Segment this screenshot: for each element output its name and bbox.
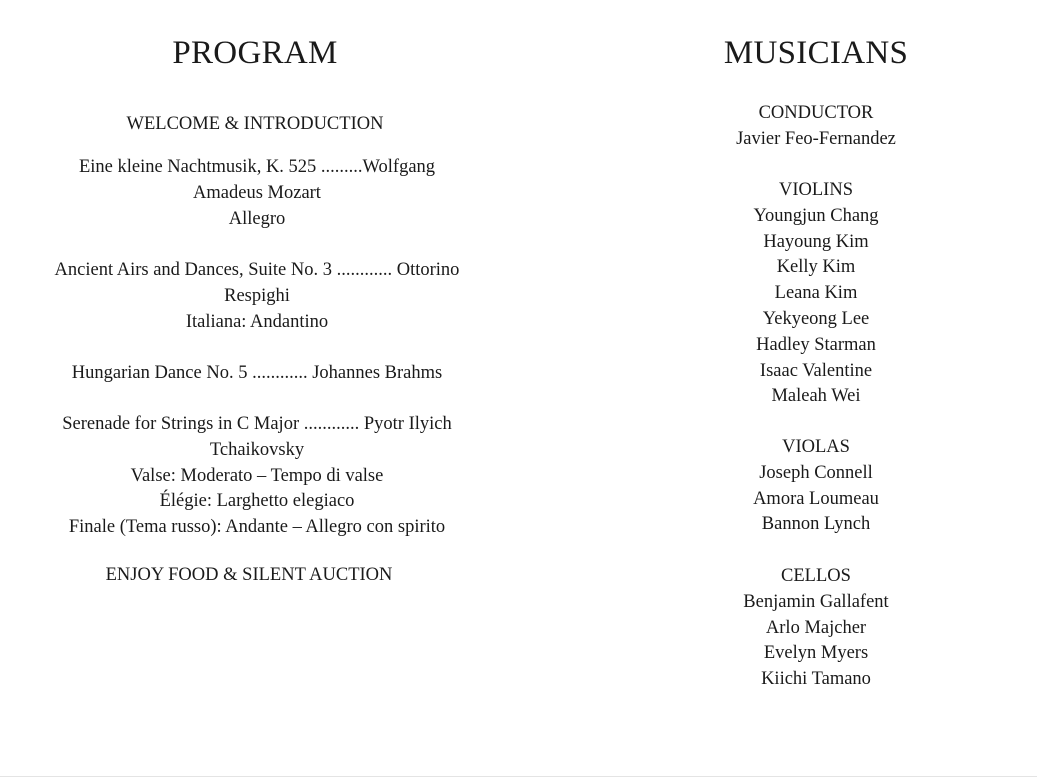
- musicians-title: MUSICIANS: [723, 35, 909, 71]
- program-piece-brahms: [26, 361, 488, 387]
- program-piece-movement: Valse: Moderato – Tempo di valse: [130, 465, 384, 486]
- musician-name: Bannon Lynch: [761, 514, 871, 535]
- program-piece-tchaikovsky: [26, 412, 488, 541]
- musician-name: Isaac Valentine: [759, 360, 873, 381]
- program-title: PROGRAM: [172, 35, 338, 71]
- program-piece-mozart: [26, 155, 488, 232]
- program-piece-line: Eine kleine Nachtmusik, K. 525 .........Wolfgang: [78, 157, 436, 177]
- program-closing: ENJOY FOOD & SILENT AUCTION: [105, 565, 393, 585]
- program-piece-line: Ancient Airs and Dances, Suite No. 3 ............ Ottorino: [54, 260, 460, 280]
- program-piece-line: Serenade for Strings in C Major ............ Pyotr Ilyich: [62, 414, 452, 434]
- musician-name: Arlo Majcher: [765, 617, 867, 638]
- section-violins: [676, 178, 956, 410]
- page-bottom-border: [0, 776, 1037, 777]
- program-piece-line: Respighi: [224, 285, 290, 306]
- musician-name: Evelyn Myers: [763, 643, 869, 664]
- section-heading-cellos: CELLOS: [781, 566, 851, 586]
- section-violas: [676, 435, 956, 538]
- section-heading-violins: VIOLINS: [779, 180, 853, 200]
- musician-name: Kelly Kim: [776, 257, 856, 278]
- program-piece-movement: Finale (Tema russo): Andante – Allegro con spirito: [68, 517, 446, 538]
- musician-name: Maleah Wei: [771, 386, 861, 407]
- musician-name: Kiichi Tamano: [761, 669, 871, 690]
- musician-name: Hadley Starman: [756, 334, 876, 355]
- musician-name: Youngjun Chang: [753, 205, 879, 226]
- program-piece-movement: Allegro: [228, 208, 286, 229]
- section-heading-violas: VIOLAS: [782, 437, 850, 457]
- musician-name: Joseph Connell: [759, 462, 873, 483]
- musician-name: Amora Loumeau: [753, 488, 879, 509]
- section-cellos: [676, 564, 956, 693]
- musician-name: Javier Feo-Fernandez: [736, 128, 896, 149]
- program-piece-line: Tchaikovsky: [209, 439, 305, 460]
- program-piece-movement: Italiana: Andantino: [185, 311, 329, 332]
- program-welcome: WELCOME & INTRODUCTION: [126, 114, 384, 134]
- musician-name: Leana Kim: [774, 283, 858, 304]
- program-welcome-block: [22, 112, 488, 138]
- musician-name: Yekyeong Lee: [762, 308, 870, 329]
- section-conductor: [676, 101, 956, 153]
- program-piece-line: Hungarian Dance No. 5 ............ Johannes Brahms: [71, 363, 443, 383]
- program-piece-respighi: [12, 258, 502, 335]
- musician-name: Hayoung Kim: [763, 231, 869, 252]
- program-piece-line: Amadeus Mozart: [193, 182, 321, 203]
- musician-name: Benjamin Gallafent: [743, 591, 889, 612]
- program-closing-block: [10, 563, 488, 589]
- section-heading-conductor: CONDUCTOR: [758, 103, 874, 123]
- program-piece-movement: Élégie: Larghetto elegiaco: [159, 491, 355, 512]
